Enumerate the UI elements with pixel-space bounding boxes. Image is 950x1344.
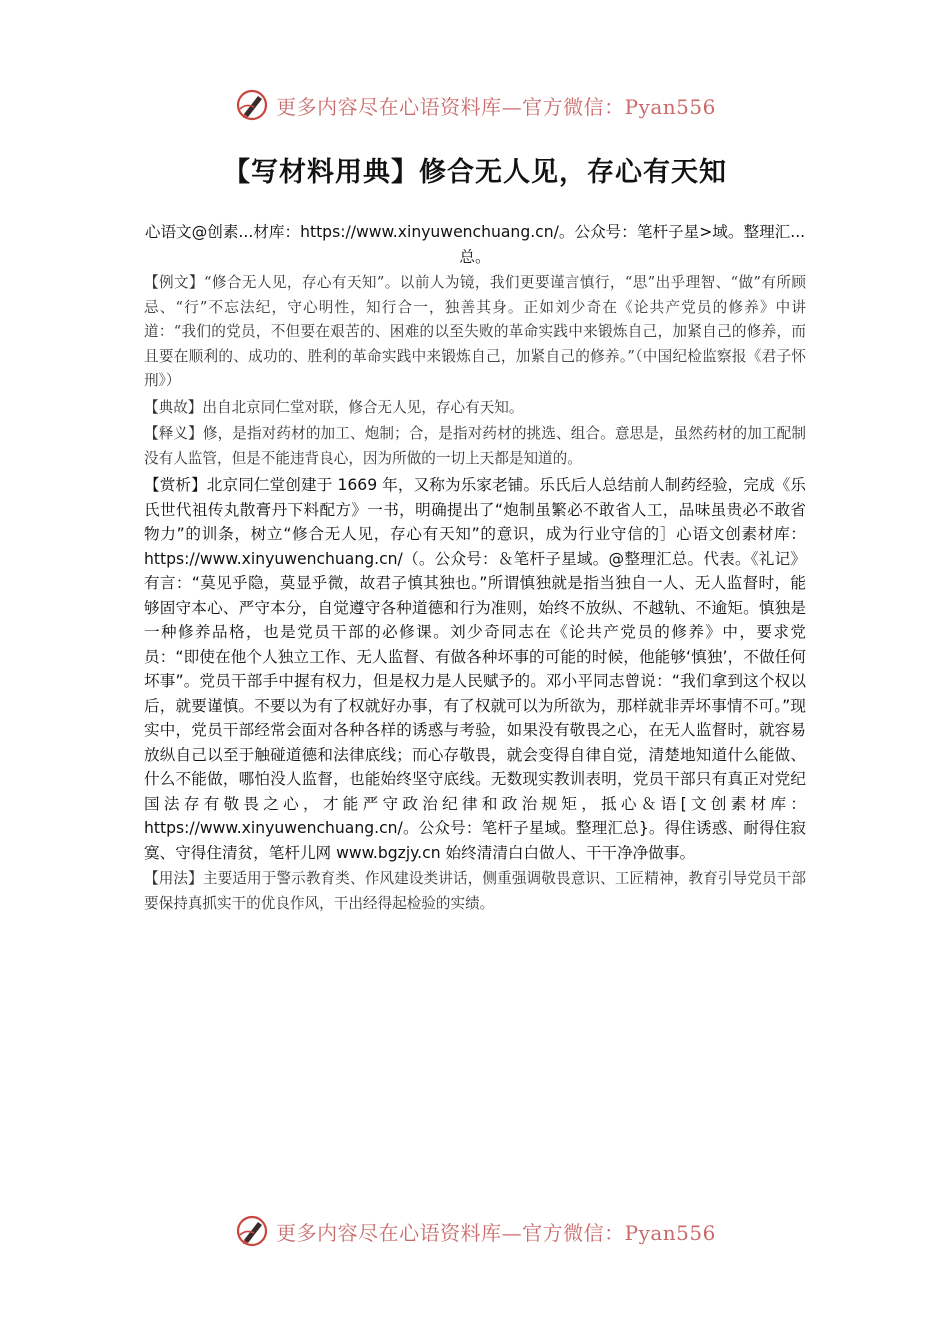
pen-logo-icon	[234, 1213, 270, 1249]
footer-banner	[0, 1206, 950, 1256]
page-title: 【写材料用典】修合无人见，存心有天知	[223, 157, 727, 188]
banner-content-footer	[234, 1213, 716, 1249]
banner-content	[234, 87, 716, 123]
banner-text-footer: 更多内容尽在心语资料库—官方微信：Pyan556	[276, 1220, 716, 1245]
section-example: 【例文】“修合无人见，存心有天知”。以前人为镜，我们更要谨言慎行，“思”出乎理智、“做”有所顾忌、“行”不忘法纪，守心明性，知行合一，独善其身。正如刘少奇在《论共产党员的修养》中讲道：“我们的党员，不但要在艰苦的、困难的以至失败的革命实践中来锻炼自己，加紧自己的修养，而且要在顺利的、成功的、胜利的革命实践中来锻炼自己，加紧自己的修养。”（中国纪检监察报《君子怀刑》）	[144, 274, 806, 389]
section-analysis: 【赏析】北京同仁堂创建于 1669 年，又称为乐家老铺。乐氏后人总结前人制药经验，完成《乐氏世代祖传丸散膏丹下料配方》一书，明确提出了“炮制虽繁必不敢省人工，品味虽贵必不敢省物力”的训条，树立“修合无人见，存心有天知”的意识，成为行业守信的］心语文创素材库：https://www.xinyuwenchuang.cn/（。公众号：＆笔杆子星域。@整理汇总。代表。《礼记》有言：“莫见乎隐，莫显乎微，故君子慎其独也。”所谓慎独就是指当独自一人、无人监督时，能够固守本心、严守本分，自觉遵守各种道德和行为准则，始终不放纵、不越轨、不逾矩。慎独是一种修养品格，也是党员干部的必修课。刘少奇同志在《论共产党员的修养》中，要求党员：“即使在他个人独立工作、无人监督、有做各种坏事的可能的时候，他能够‘慎独’，不做任何坏事”。党员干部手中握有权力，但是权力是人民赋予的。邓小平同志曾说：“我们拿到这个权以后，就要谨慎。不要以为有了权就好办事，有了权就可以为所欲为，那样就非弄坏事情不可。”现实中，党员干部经常会面对各种各样的诱惑与考验，如果没有敬畏之心，在无人监督时，就容易放纵自己以至于触碰道德和法律底线；而心存敬畏，就会变得自律自觉，清楚地知道什么能做、什么不能做，哪怕没人监督，也能始终坚守底线。无数现实教训表明，党员干部只有真正对党纪国法存有敬畏之心，才能严守政治纪律和政治规矩，抵心＆语[文创素材库：https://www.xinyuwenchuang.cn/。公众号：笔杆子星域。整理汇总}。得住诱惑、耐得住寂寞、守得住清贫，笔杆儿网 www.bgzjy.cn 始终清清白白做人、干干净净做事。	[144, 476, 806, 862]
header-banner	[0, 80, 950, 130]
section-meaning: 【释义】修，是指对药材的加工、炮制；合，是指对药材的挑选、组合。意思是，虽然药材的加工配制没有人监管，但是不能违背良心，因为所做的一切上天都是知道的。	[144, 425, 806, 467]
banner-text: 更多内容尽在心语资料库—官方微信：Pyan556	[276, 94, 716, 119]
document-body	[144, 220, 806, 918]
pen-logo-icon	[234, 87, 270, 123]
section-usage: 【用法】主要适用于警示教育类、作风建设类讲话，侧重强调敬畏意识、工匠精神，教育引导党员干部要保持真抓实干的优良作风，干出经得起检验的实绩。	[144, 870, 806, 912]
source-line: 心语文@创素...材库：https://www.xinyuwenchuang.cn/。公众号：笔杆子星>域。整理汇...总。	[144, 223, 806, 266]
section-origin: 【典故】出自北京同仁堂对联，修合无人见，存心有天知。	[144, 398, 524, 416]
